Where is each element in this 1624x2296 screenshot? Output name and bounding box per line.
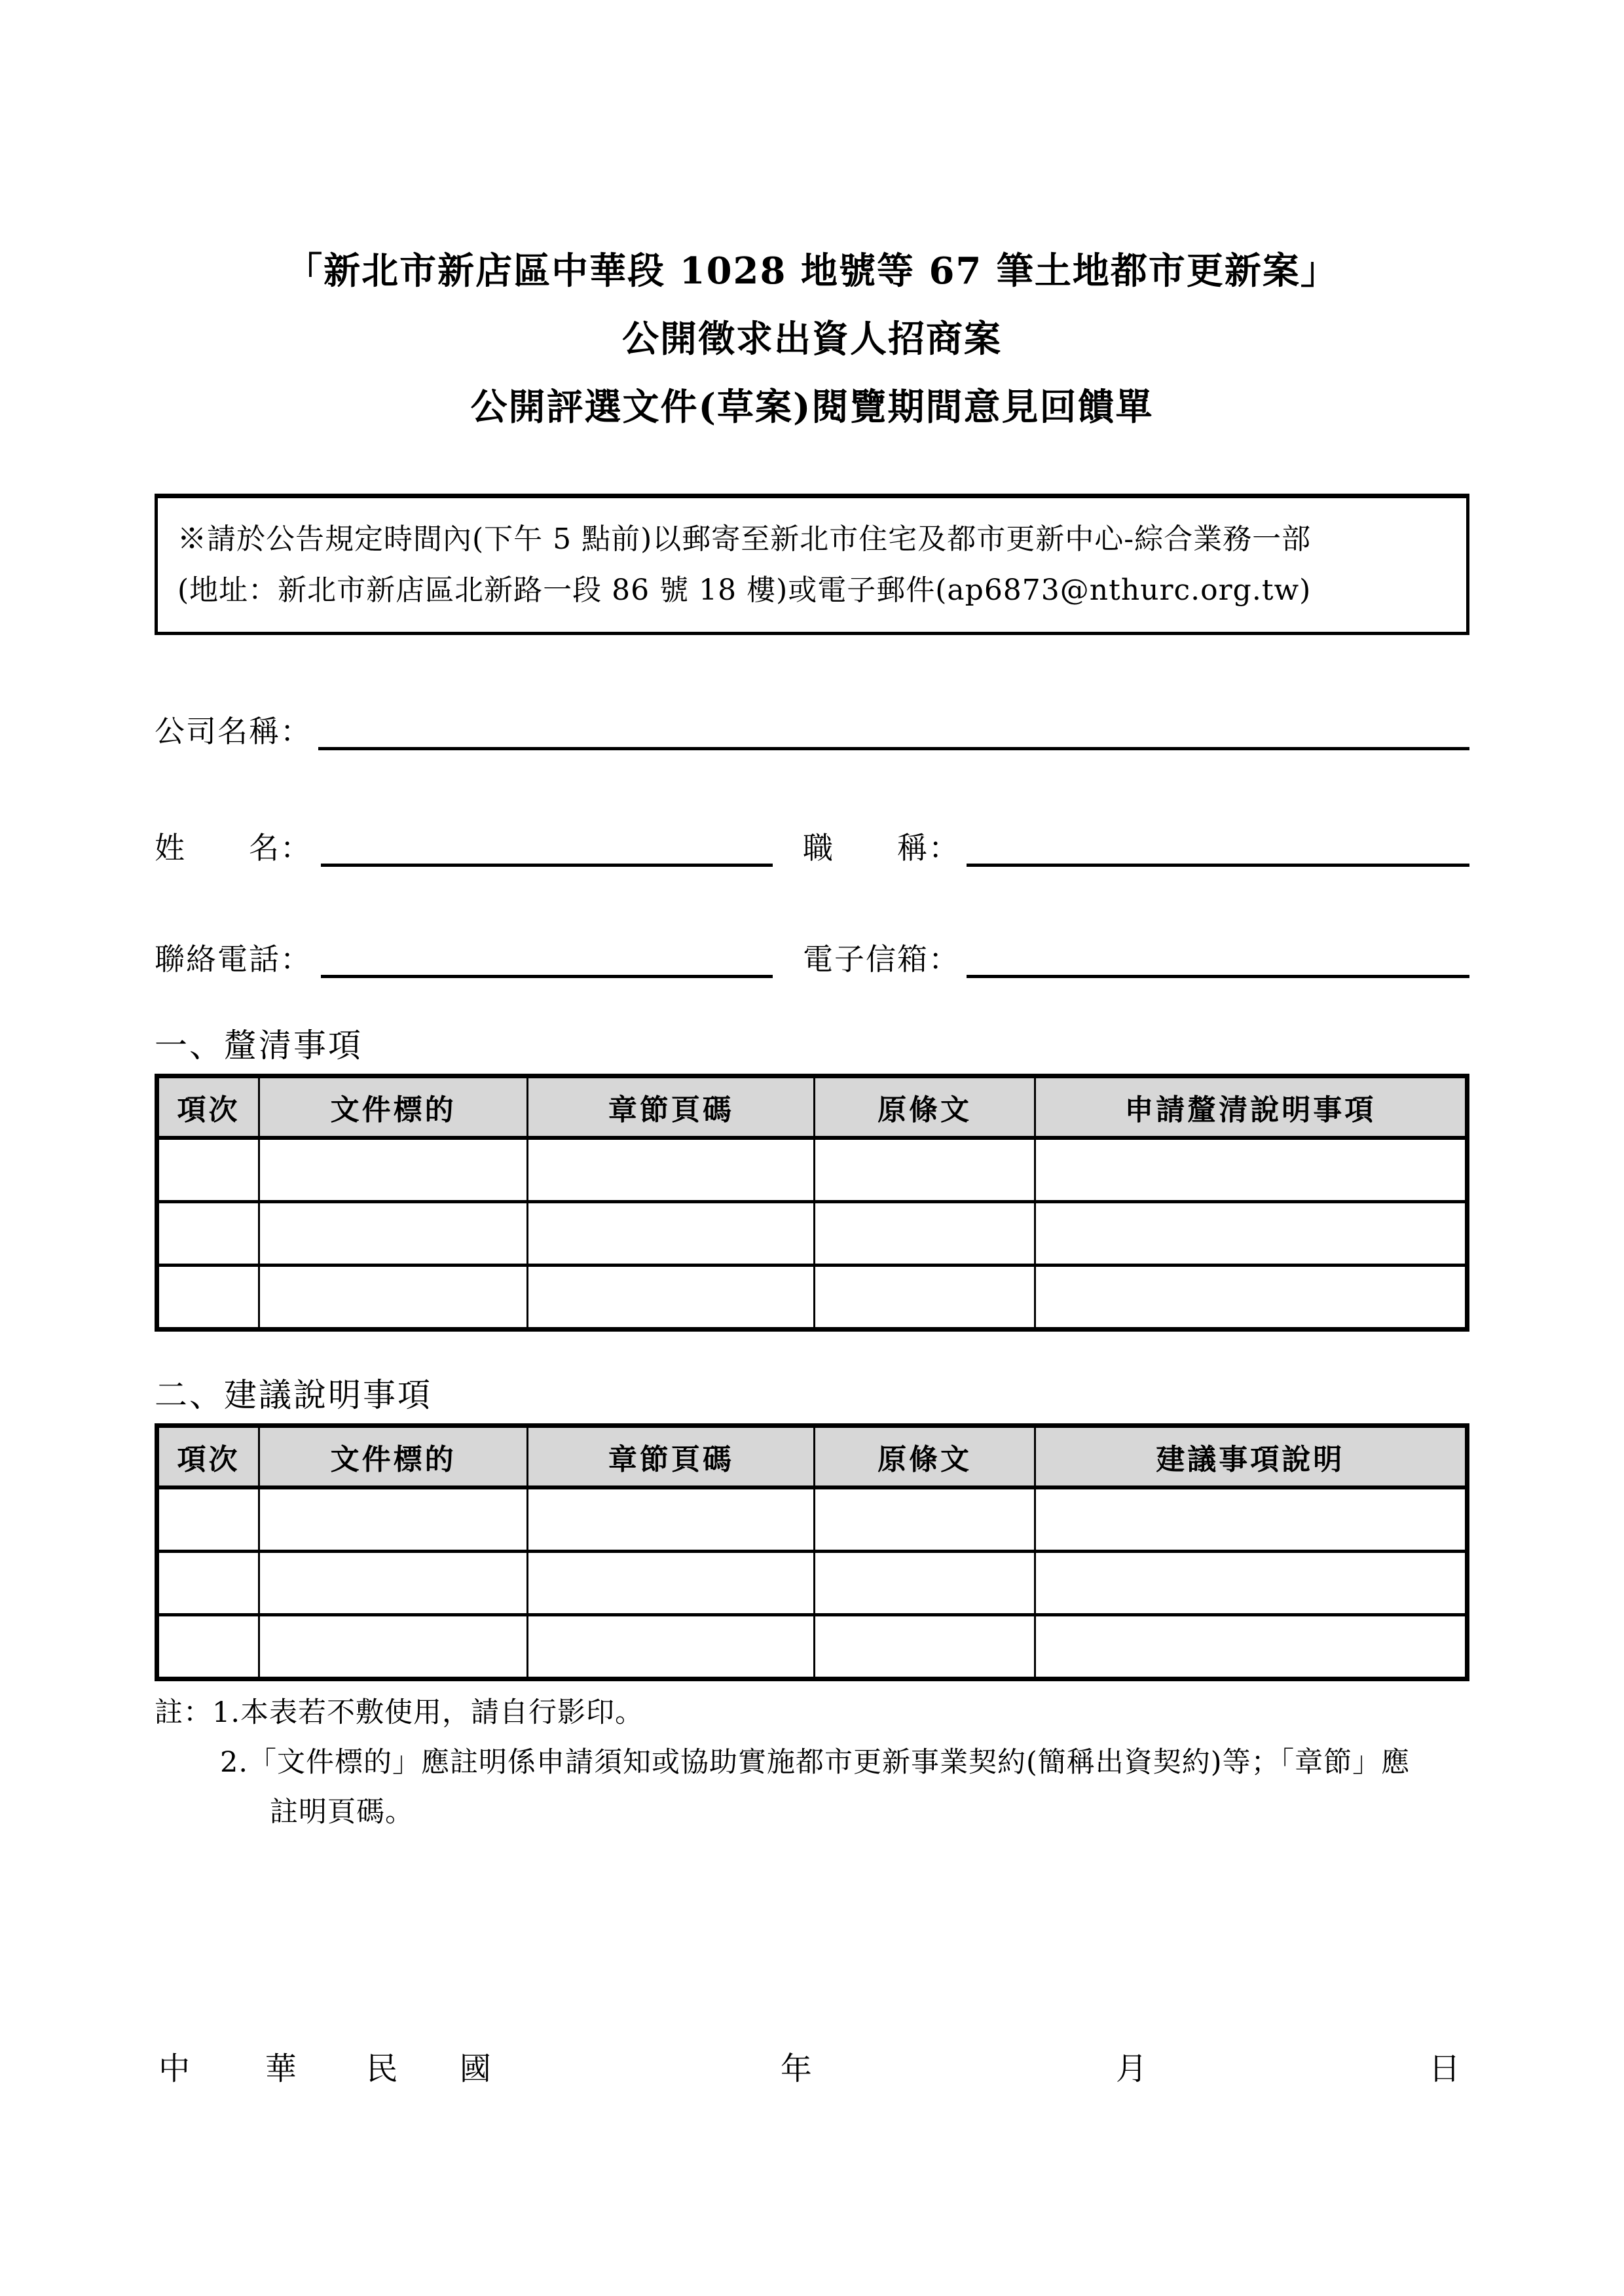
notice-line1: ※請於公告規定時間內(下午 5 點前)以郵寄至新北市住宅及都市更新中心-綜合業務一部 (177, 522, 1312, 556)
clarification-col-original-text: 原條文 (815, 1076, 1035, 1139)
name-label: 姓 名： (155, 830, 312, 866)
footnotes (155, 1688, 1469, 1837)
clarification-col-item-no: 項次 (157, 1076, 259, 1139)
form-title-line1: 「新北市新店區中華段 1028 地號等 67 筆土地都市更新案」 (286, 249, 1338, 293)
company-name-input-line (318, 712, 1469, 750)
suggestion-col-explanation: 建議事項說明 (1035, 1426, 1467, 1488)
email-label: 電子信箱： (803, 941, 960, 977)
date-char-month: 月 (1115, 2050, 1147, 2087)
clarification-empty-row (157, 1138, 1467, 1202)
job-title-label: 職 稱： (803, 830, 960, 866)
date-char-zhong: 中 (158, 2050, 191, 2087)
submission-notice-box (155, 494, 1469, 635)
form-title (155, 237, 1469, 441)
form-title-line2: 公開徵求出資人招商案 (622, 318, 1002, 361)
suggestion-table (155, 1423, 1469, 1681)
table-cell-empty (815, 1266, 1035, 1330)
table-cell-empty (1035, 1552, 1467, 1615)
clarification-header-row (157, 1076, 1467, 1139)
suggestion-col-document: 文件標的 (259, 1426, 528, 1488)
table-cell-empty (259, 1202, 528, 1266)
table-cell-empty (528, 1487, 815, 1552)
table-cell-empty (1035, 1138, 1467, 1202)
date-char-min: 民 (366, 2050, 398, 2087)
name-jobtitle-row (155, 829, 1469, 867)
phone-label: 聯絡電話： (155, 941, 312, 977)
table-cell-empty (1035, 1615, 1467, 1679)
table-cell-empty (528, 1202, 815, 1266)
suggestion-header-row (157, 1426, 1467, 1488)
clarification-col-explanation: 申請釐清說明事項 (1035, 1076, 1467, 1139)
email-input-line (967, 940, 1469, 978)
job-title-input-line (967, 829, 1469, 867)
table-cell-empty (157, 1552, 259, 1615)
suggestion-empty-row (157, 1552, 1467, 1615)
suggestion-col-item-no: 項次 (157, 1426, 259, 1488)
form-title-line3: 公開評選文件(草案)閱覽期間意見回饋單 (470, 386, 1154, 429)
table-cell-empty (815, 1552, 1035, 1615)
table-cell-empty (528, 1552, 815, 1615)
notice-line2: (地址：新北市新店區北新路一段 86 號 18 樓)或電子郵件(ap6873@nthurc.org.tw) (177, 574, 1312, 607)
footnote-2: 2.「文件標的」應註明係申請須知或協助實施都市更新事業契約(簡稱出資契約)等；「章節」應註明頁碼。 (220, 1746, 1411, 1829)
table-cell-empty (259, 1487, 528, 1552)
clarification-col-chapter-page: 章節頁碼 (528, 1076, 815, 1139)
company-name-row (155, 712, 1469, 750)
table-cell-empty (815, 1202, 1035, 1266)
clarification-empty-row (157, 1202, 1467, 1266)
suggestion-empty-row (157, 1615, 1467, 1679)
table-cell-empty (1035, 1487, 1467, 1552)
clarification-empty-row (157, 1266, 1467, 1330)
table-cell-empty (1035, 1202, 1467, 1266)
table-cell-empty (528, 1266, 815, 1330)
table-cell-empty (528, 1615, 815, 1679)
table-cell-empty (259, 1552, 528, 1615)
date-char-guo: 國 (459, 2050, 491, 2087)
phone-input-line (321, 940, 773, 978)
suggestion-section-heading: 二、建議說明事項 (155, 1376, 432, 1414)
footnote-1: 註：1.本表若不敷使用，請自行影印。 (155, 1696, 644, 1729)
table-cell-empty (157, 1487, 259, 1552)
phone-email-row (155, 940, 1469, 978)
table-cell-empty (528, 1138, 815, 1202)
date-char-year: 年 (780, 2050, 812, 2087)
date-char-day: 日 (1428, 2050, 1460, 2087)
suggestion-col-chapter-page: 章節頁碼 (528, 1426, 815, 1488)
suggestion-empty-row (157, 1487, 1467, 1552)
table-cell-empty (815, 1487, 1035, 1552)
table-cell-empty (1035, 1266, 1467, 1330)
clarification-col-document: 文件標的 (259, 1076, 528, 1139)
table-cell-empty (157, 1202, 259, 1266)
table-cell-empty (259, 1266, 528, 1330)
name-input-line (321, 829, 773, 867)
roc-date-line (155, 2044, 1469, 2094)
clarification-table (155, 1074, 1469, 1332)
company-name-label: 公司名稱： (155, 714, 312, 749)
table-cell-empty (259, 1138, 528, 1202)
date-char-hua: 華 (265, 2050, 297, 2087)
table-cell-empty (157, 1615, 259, 1679)
table-cell-empty (259, 1615, 528, 1679)
table-cell-empty (157, 1266, 259, 1330)
clarification-section-heading: 一、釐清事項 (155, 1027, 363, 1065)
table-cell-empty (815, 1138, 1035, 1202)
table-cell-empty (815, 1615, 1035, 1679)
suggestion-col-original-text: 原條文 (815, 1426, 1035, 1488)
table-cell-empty (157, 1138, 259, 1202)
